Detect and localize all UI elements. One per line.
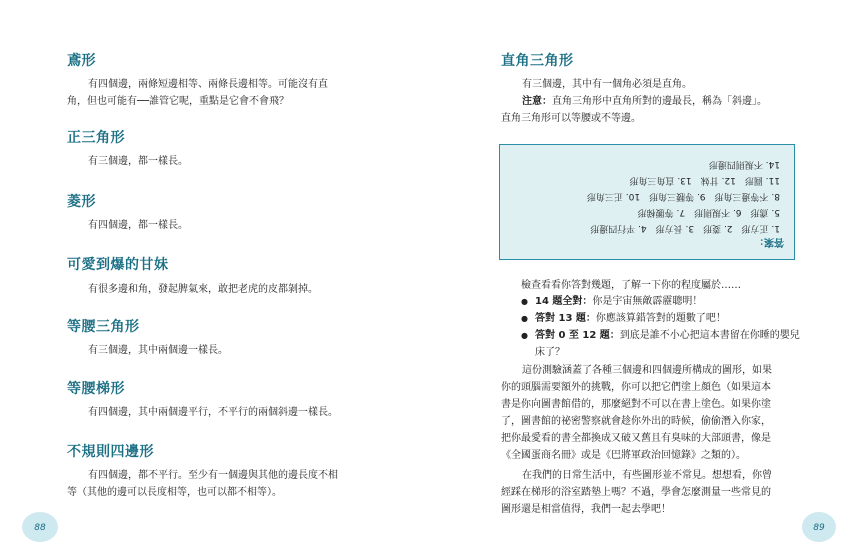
section-title-rhombus: 菱形 [67,194,96,210]
answer-line: 11. 圓形 12. 甘妹 13. 直角三角形 [629,175,780,185]
answer-line: 1. 正方形 2. 菱形 3. 長方形 4. 平行四邊形 [590,223,780,233]
section-title-cute-girl: 可愛到爆的甘妹 [67,257,169,273]
section-body-cute-girl: 有很多邊和角，發起脾氣來，敢把老虎的皮都剝掉。 [88,284,318,295]
section-title-isosceles-trapezoid: 等腰梯形 [67,381,125,397]
page-number-left: 88 [34,523,46,533]
section-title-irregular-quadrilateral: 不規則四邊形 [67,444,154,460]
answer-box-upside-down [500,145,794,259]
note-label: 注意： [522,96,552,107]
answer-box [499,144,795,260]
section-body-irregular-quadrilateral: 有四個邊，都不平行。至少有一個邊與其他的邊長度不相 等（其他的邊可以長度相等，也可以都不相等）。 [67,470,338,498]
list-item: ● 答對 0 至 12 題：到底是誰不小心把這本書留在你睡的嬰兒床了？ [521,327,801,361]
section-body-isosceles-trapezoid: 有四個邊，其中兩個邊平行，不平行的兩個斜邊一樣長。 [88,407,338,418]
section-title-isosceles-triangle: 等腰三角形 [67,319,140,335]
page-number-right: 89 [813,523,825,533]
score-intro: 檢查看看你答對幾題，了解一下你的程度屬於…… [521,280,741,291]
right-triangle-line3: 直角三角形可以等腰或不等邊。 [501,113,641,124]
answer-line: 5. 鳶形 6. 不規則形 7. 等腰梯形 [637,207,780,217]
section-body-equilateral: 有三個邊，都一樣長。 [88,156,188,167]
section-body-kite: 有四個邊，兩條短邊相等、兩條長邊相等。可能沒有直 角，但也可能有──誰管它呢，重點是它會不會飛？ [67,79,328,107]
section-body-rhombus: 有四個邊，都一樣長。 [88,220,188,231]
section-body-isosceles-triangle: 有三個邊，其中兩個邊一樣長。 [88,345,228,356]
answer-line: 14. 不規則四邊形 [708,159,780,169]
answer-line: 8. 不等邊三角形 9. 等腰三角形 10. 正三角形 [586,191,780,201]
list-item: ● 答對 13 題：你應該算錯答對的題數了吧！ [521,310,801,327]
right-triangle-note [522,93,812,110]
list-item: ● 14 題全對：你是宇宙無敵霹靂聰明！ [521,293,801,310]
section-title-right-triangle: 直角三角形 [501,53,574,69]
score-list [521,293,801,361]
section-title-kite: 鳶形 [67,53,96,69]
section-title-equilateral: 正三角形 [67,130,125,146]
note-text: 直角三角形中直角所對的邊最長，稱為「斜邊」。 [552,96,767,107]
paragraph-2: 在我們的日常生活中，有些圖形並不常見。想想看，你曾 經踩在梯形的浴室踏墊上嗎？不過，學會怎麼測量一些常見的 圖形還是相當值得，我們一起去學吧！ [501,470,772,515]
paragraph-1: 這份測驗涵蓋了各種三個邊和四個邊所構成的圖形，如果 你的頭腦需要額外的挑戰，你可以把它們塗上顏色（如果這本 書是你向圖書館借的，那麼絕對不可以在書上塗色。如果你塗 了，圖書館的祕密警察就會趁你外出的時候，偷偷潛入你家， 把你最愛看的書全都換成又破又舊且有臭味的大部頭書，像是 《全國蛋商名冊》或是《巴將軍政治回憶錄》之類的）。 [501,365,772,461]
right-triangle-line1: 有三個邊，其中有一個角必須是直角。 [522,79,692,90]
answer-title: 答案： [754,236,784,247]
